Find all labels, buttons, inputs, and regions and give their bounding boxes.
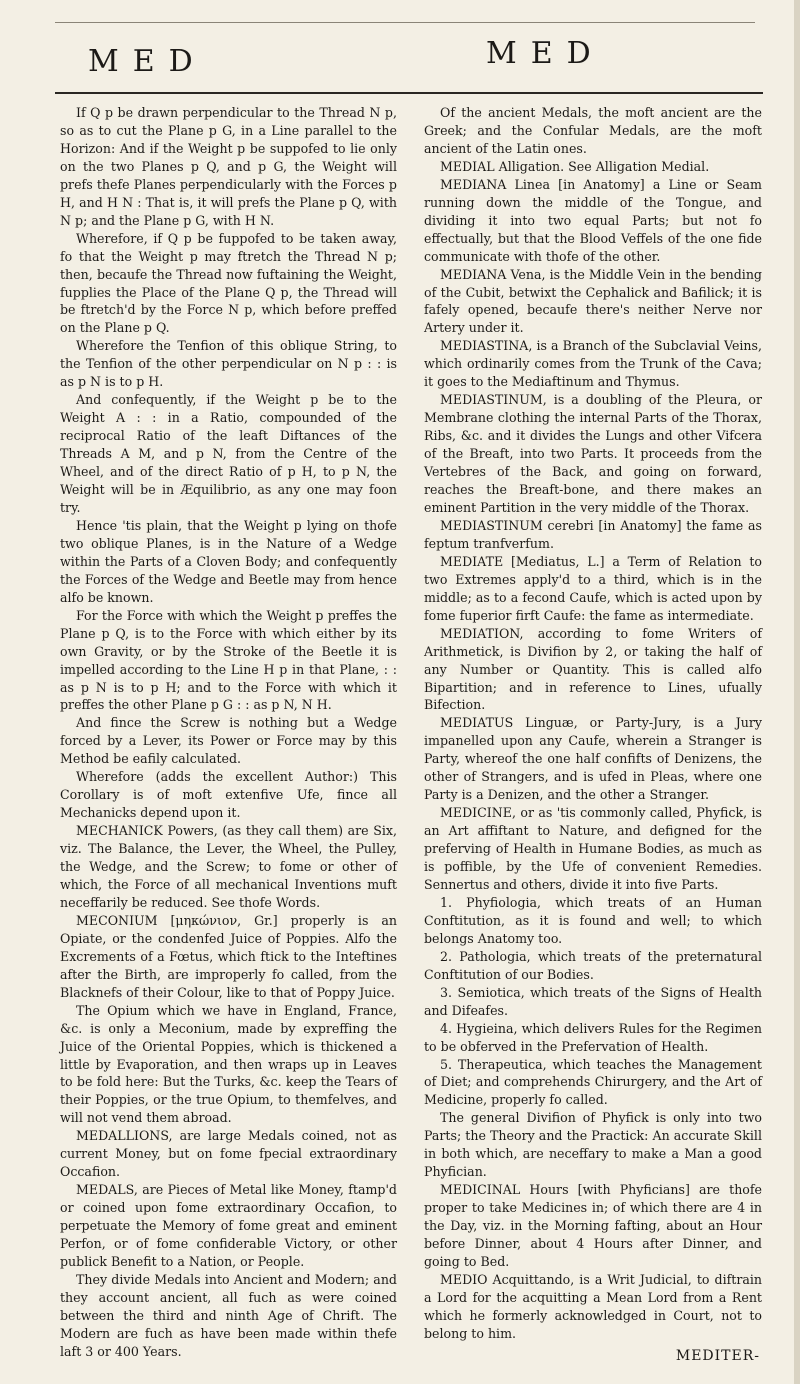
catchword: MEDITER- <box>675 1348 760 1364</box>
entry-meconium: MECONIUM [μηκώνιον, Gr.] properly is an Opiate, or the condenfed Juice of Poppies. Alfo the Excrements of a Fœtus, which ftick to the Inteftines after the Birth, are improperly fo called, from the Blacknefs of their Colour, like to that of Poppy Juice. <box>60 912 397 1000</box>
paragraph: And fince the Screw is nothing but a Wedge forced by a Lever, its Power or Force may by this Method be eafily calculated. <box>60 715 397 767</box>
top-edge-line <box>55 22 755 23</box>
list-item: 5. Therapeutica, which teaches the Management of Diet; and comprehends Chirurgery, and the Art of Medicine, properly fo called. <box>424 1056 762 1108</box>
header-right: MED <box>486 36 605 71</box>
paragraph: Of the ancient Medals, the moft ancient are the Greek; and the Confular Medals, are the moft ancient of the Latin ones. <box>424 105 762 156</box>
entry-mediastinum-cerebri: MEDIASTINUM cerebri [in Anatomy] the fame as feptum tranfverfum. <box>424 517 762 551</box>
list-item: 4. Hygieina, which delivers Rules for the Regimen to be obferved in the Prefervation of Health. <box>424 1020 762 1054</box>
paragraph: Hence 'tis plain, that the Weight p lying on thofe two oblique Planes, is in the Nature of a Wedge within the Parts of a Cloven Body; and confequently the Forces of the Wedge and Beetle may from hence alfo be known. <box>60 517 397 605</box>
entry-mechanick-powers: MECHANICK Powers, (as they call them) are Six, viz. The Balance, the Lever, the Wheel, the Pulley, the Wedge, and the Screw; to fome or other of which, the Force of all mechanical Inventions muft neceffarily be reduced. See thofe Words. <box>60 823 397 910</box>
paragraph: If Q p be drawn perpendicular to the Thread N p, so as to cut the Plane p G, in a Line parallel to the Horizon: And if the Weight p be suppofed to lie only on the two Planes p Q, and p G, the Weight will prefs thefe Planes perpendicularly with the Forces p H, and H N : That is, it will prefs the Plane p Q, with N p; and the Plane p G, with H N. <box>60 105 397 228</box>
left-column <box>60 104 397 1361</box>
running-header <box>0 36 800 90</box>
page-edge <box>794 0 800 1384</box>
entry-medals: MEDALS, are Pieces of Metal like Money, ftamp'd or coined upon fome extraordinary Occafion, to perpetuate the Memory of fome great and eminent Perfon, or of fome confiderable Victory, or other publick Benefit to a Nation, or People. <box>60 1182 397 1269</box>
entry-medicine: MEDICINE, or as 'tis commonly called, Phyfick, is an Art affiftant to Nature, and defigned for the preferving of Health in Humane Bodies, as much as is poffible, by the Ufe of convenient Remedies. Sennertus and others, divide it into five Parts. <box>424 805 762 892</box>
entry-medallions: MEDALLIONS, are large Medals coined, not as current Money, but on fome fpecial extraordinary Occafion. <box>60 1128 397 1180</box>
paragraph: The Opium which we have in England, France, &c. is only a Meconium, made by expreffing the Juice of the Oriental Poppies, which is thickened a little by Evaporation, and then wraps up in Leaves to be fold here: But the Turks, &c. keep the Tears of their Poppies, or the true Opium, to themfelves, and will not vend them abroad. <box>60 1002 397 1126</box>
paragraph: Wherefore (adds the excellent Author:) This Corollary is of moft extenfive Ufe, fince all Mechanicks depend upon it. <box>60 769 397 821</box>
paragraph: For the Force with which the Weight p preffes the Plane p Q, is to the Force with which either by its own Gravity, or by the Stroke of the Beetle it is impelled according to the Line H p in that Plane, : : as p N is to p H; and to the Force with which it preffes the other Plane p G : : as p N, N H. <box>60 607 397 713</box>
paragraph: The general Divifion of Phyfick is only into two Parts; the Theory and the Practick: An accurate Skill in both which, are neceffary to make a Man a good Phyfician. <box>424 1110 762 1180</box>
right-column <box>424 104 762 1343</box>
entry-mediation: MEDIATION, according to fome Writers of Arithmetick, is Divifion by 2, or taking the half of any Number or Quantity. This is called alfo Bipartition; and in reference to Lines, ufually Bifection. <box>424 625 762 713</box>
list-item: 2. Pathologia, which treats of the preternatural Conftitution of our Bodies. <box>424 948 762 982</box>
header-rule <box>55 92 763 94</box>
paragraph: They divide Medals into Ancient and Modern; and they account ancient, all fuch as were coined between the third and ninth Age of Chrift. The Modern are fuch as have been made within thefe laft 3 or 400 Years. <box>60 1271 397 1359</box>
entry-medio-acquittando: MEDIO Acquittando, is a Writ Judicial, to diftrain a Lord for the acquitting a Mean Lord from a Rent which he formerly acknowledged in Court, not to belong to him. <box>424 1271 762 1341</box>
header-left: MED <box>88 44 207 79</box>
list-item: 1. Phyfiologia, which treats of an Human Conftitution, as it is found and well; to which belongs Anatomy too. <box>424 894 762 946</box>
paragraph: And confequently, if the Weight p be to the Weight A : : in a Ratio, compounded of the reciprocal Ratio of the leaft Diftances of the Threads A M, and p N, from the Centre of the Wheel, and of the direct Ratio of p H, to p N, the Weight will be in Æquilibrio, as any one may foon try. <box>60 392 397 515</box>
entry-medial: MEDIAL Alligation. See Alligation Medial. <box>440 158 710 174</box>
list-item: 3. Semiotica, which treats of the Signs of Health and Difeafes. <box>424 984 762 1018</box>
paragraph: Wherefore the Tenfion of this oblique String, to the Tenfion of the other perpendicular on N p : : is as p N is to p H. <box>60 338 397 390</box>
entry-medicinal-hours: MEDICINAL Hours [with Phyficians] are thofe proper to take Medicines in; of which there are 4 in the Day, viz. in the Morning fafting, about an Hour before Dinner, about 4 Hours after Dinner, and going to Bed. <box>424 1182 762 1269</box>
entry-mediate: MEDIATE [Mediatus, L.] a Term of Relation to two Extremes apply'd to a third, which is in the middle; as to a fecond Caufe, which is acted upon by fome fuperior firft Caufe: the fame as intermediate. <box>424 553 762 623</box>
entry-mediatus-linguae: MEDIATUS Linguæ, or Party-Jury, is a Jury impanelled upon any Caufe, wherein a Stranger is Party, whereof the one half confifts of Denizens, the other of Strangers, and is ufed in Pleas, where one Party is a Denizen, and the other a Stranger. <box>424 715 762 803</box>
entry-mediana-vena: MEDIANA Vena, is the Middle Vein in the bending of the Cubit, betwixt the Cephalick and Bafilick; it is fafely opened, becaufe there's neither Nerve nor Artery under it. <box>424 266 762 336</box>
entry-mediastinum: MEDIASTINUM, is a doubling of the Pleura, or Membrane clothing the internal Parts of the Thorax, Ribs, &c. and it divides the Lungs and other Vifcera of the Breaft, into two Parts. It proceeds from the Vertebres of the Back, and going on forward, reaches the Breaft-bone, and there makes an eminent Partition in the very middle of the Thorax. <box>424 392 762 515</box>
entry-mediastina: MEDIASTINA, is a Branch of the Subclavial Veins, which ordinarily comes from the Trunk of the Cava; it goes to the Mediaftinum and Thymus. <box>424 338 762 390</box>
paragraph: Wherefore, if Q p be fuppofed to be taken away, fo that the Weight p may ftretch the Thread N p; then, becaufe the Thread now fuftaining the Weight, fupplies the Place of the Plane Q p, the Thread will be ftretch'd by the Force N p, which before preffed on the Plane p Q. <box>60 230 397 336</box>
entry-mediana-linea: MEDIANA Linea [in Anatomy] a Line or Seam running down the middle of the Tongue, and dividing it into two equal Parts; but not fo effectually, but that the Blood Veffels of the one fide communicate with thofe of the other. <box>424 176 762 264</box>
